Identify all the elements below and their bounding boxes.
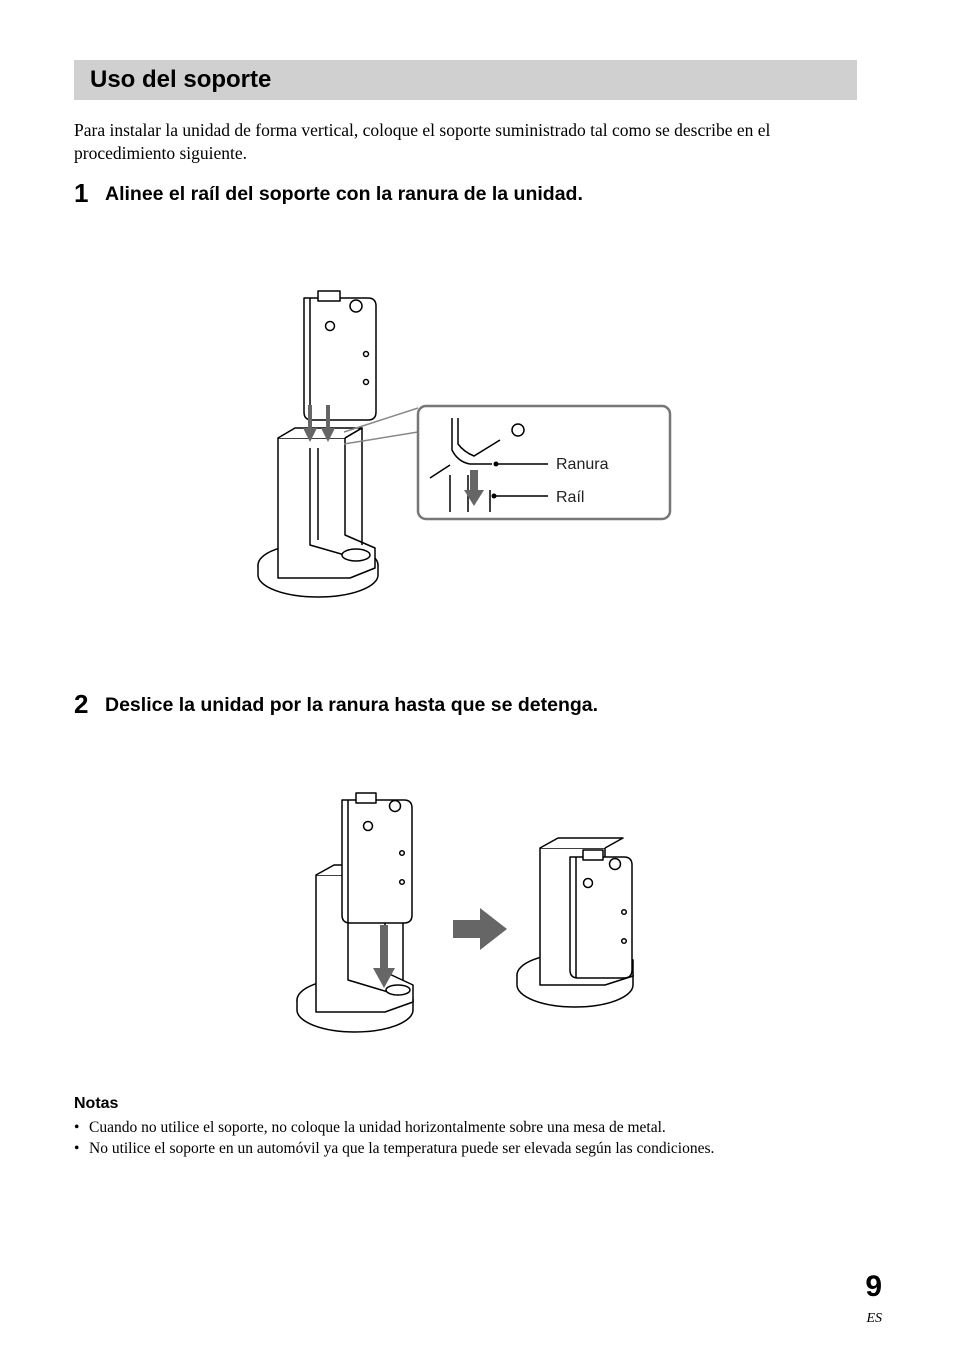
unit-body <box>342 800 412 923</box>
unit-body <box>570 857 632 978</box>
notes-heading: Notas <box>74 1095 119 1112</box>
callout-label-rail: Raíl <box>556 489 585 506</box>
callout-label-ranura: Ranura <box>556 456 609 473</box>
step-2-text: Deslice la unidad por la ranura hasta que se detenga. <box>105 694 599 716</box>
intro-paragraph: Para instalar la unidad de forma vertical, coloque el soporte suministrado tal como se describe en el procedimiento siguiente. <box>74 120 771 163</box>
language-code: ES <box>866 1311 882 1326</box>
arrow-right-icon <box>453 908 507 950</box>
note-item: • No utilice el soporte en un automóvil ya que la temperatura puede ser elevada según las condiciones. <box>74 1138 864 1159</box>
note-item: • Cuando no utilice el soporte, no coloque la unidad horizontalmente sobre una mesa de metal. <box>74 1117 864 1138</box>
step-1-text: Alinee el raíl del soporte con la ranura de la unidad. <box>105 183 583 205</box>
section-title: Uso del soporte <box>90 66 272 93</box>
notes-list <box>74 1117 864 1159</box>
page-number: 9 <box>865 1270 882 1303</box>
step-2-number: 2 <box>74 689 89 719</box>
step-1-number: 1 <box>74 178 89 208</box>
